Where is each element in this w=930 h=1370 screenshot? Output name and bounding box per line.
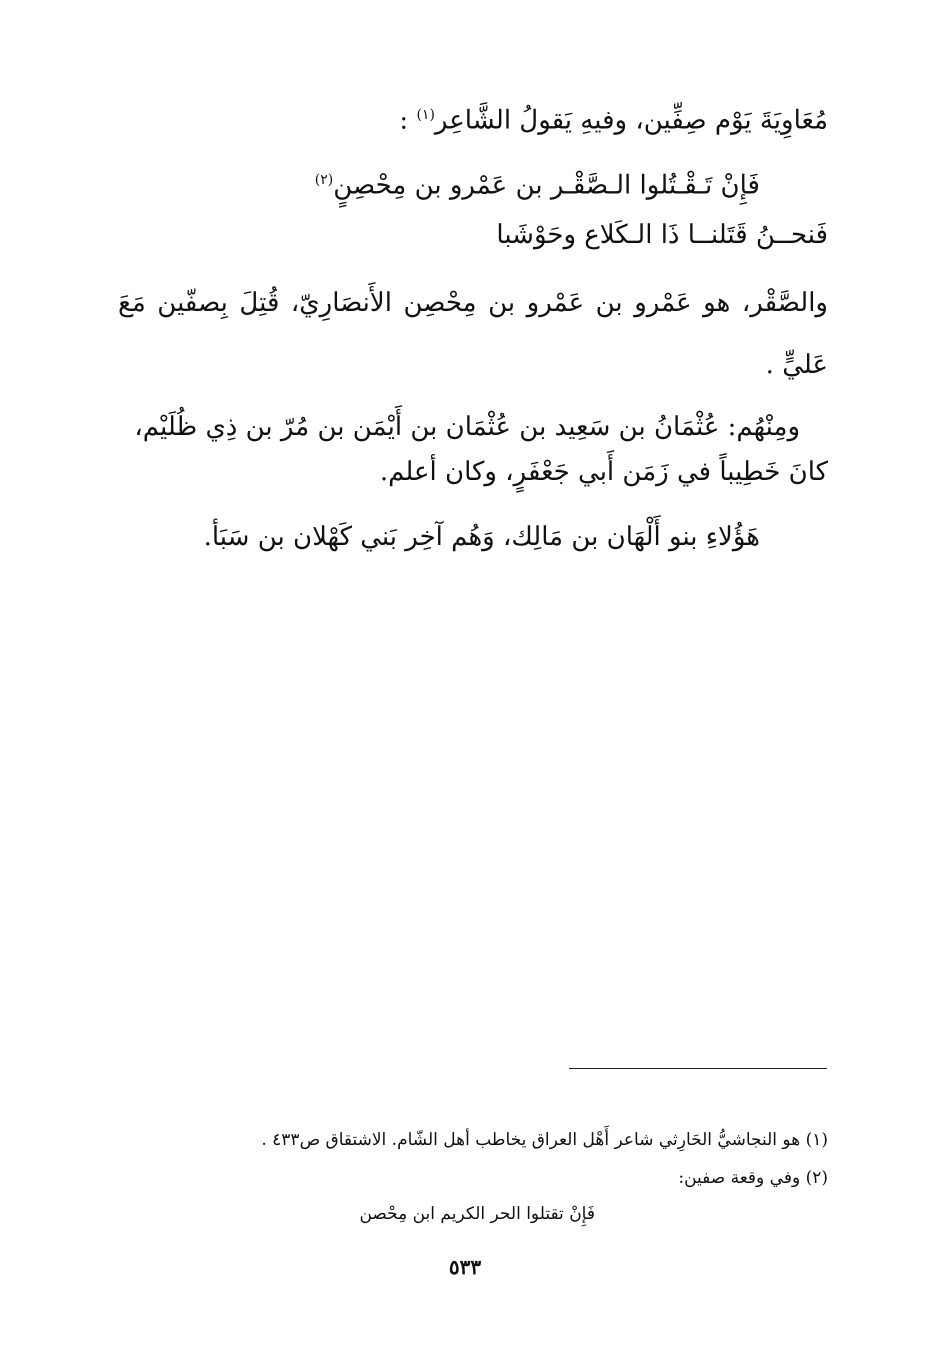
body-line-3: عَليٍّ .	[765, 350, 828, 380]
verse-line-1-text: فَإِنْ تَـقْـتُلوا الـصَّقْـر بن عَمْرو بن مِحْصِنٍ	[333, 170, 760, 201]
body-line-6: هَؤُلاءِ بنو أَلْهَان بن مَالِك، وَهُم آخِر بَني كَهْلان بن سَبَأ.	[203, 522, 760, 552]
verse-line-2: فَنحــنُ قَتَلنــا ذَا الـكَلاع وحَوْشَبا	[496, 220, 828, 250]
body-line-5: كانَ خَطِيباً في زَمَن أَبي جَعْفَرٍ، وكان أعلم.	[379, 457, 828, 487]
footnote-2-verse: فَإِنْ تقتلوا الحر الكريم ابن مِحْصن	[359, 1204, 595, 1224]
footnote-ref-2: (٢)	[314, 172, 334, 188]
footnote-ref-1: (١)	[416, 107, 435, 123]
body-line-1-text: مُعَاوِيَةَ يَوْم صِفِّين، وفيهِ يَقولُ الشَّاعِر	[434, 105, 828, 136]
body-line-4: ومِنْهُم: عُثْمَانُ بن سَعِيد بن عُثْمَان بن أَيْمَن بن مُرّ بن ذِي ظُلَيْم،	[134, 412, 800, 442]
footnote-divider	[569, 1068, 827, 1069]
body-line-2: والصَّقْر، هو عَمْرو بن عَمْرو بن مِحْصِن الأَنصَارِيّ، قُتِلَ بِصفّين مَعَ	[118, 288, 828, 318]
body-line-1-punct: :	[399, 105, 409, 136]
footnote-1: (١) هو النجاشيُّ الحَارِثي شاعر أَهْل العراق يخاطب أهل الشّام. الاشتقاق ص٤٣٣ .	[261, 1130, 828, 1150]
page-number: ٥٣٣	[448, 1255, 482, 1279]
footnote-2: (٢) وفي وقعة صفين:	[678, 1168, 828, 1188]
body-line-1	[399, 95, 828, 141]
verse-line-1	[315, 160, 760, 206]
